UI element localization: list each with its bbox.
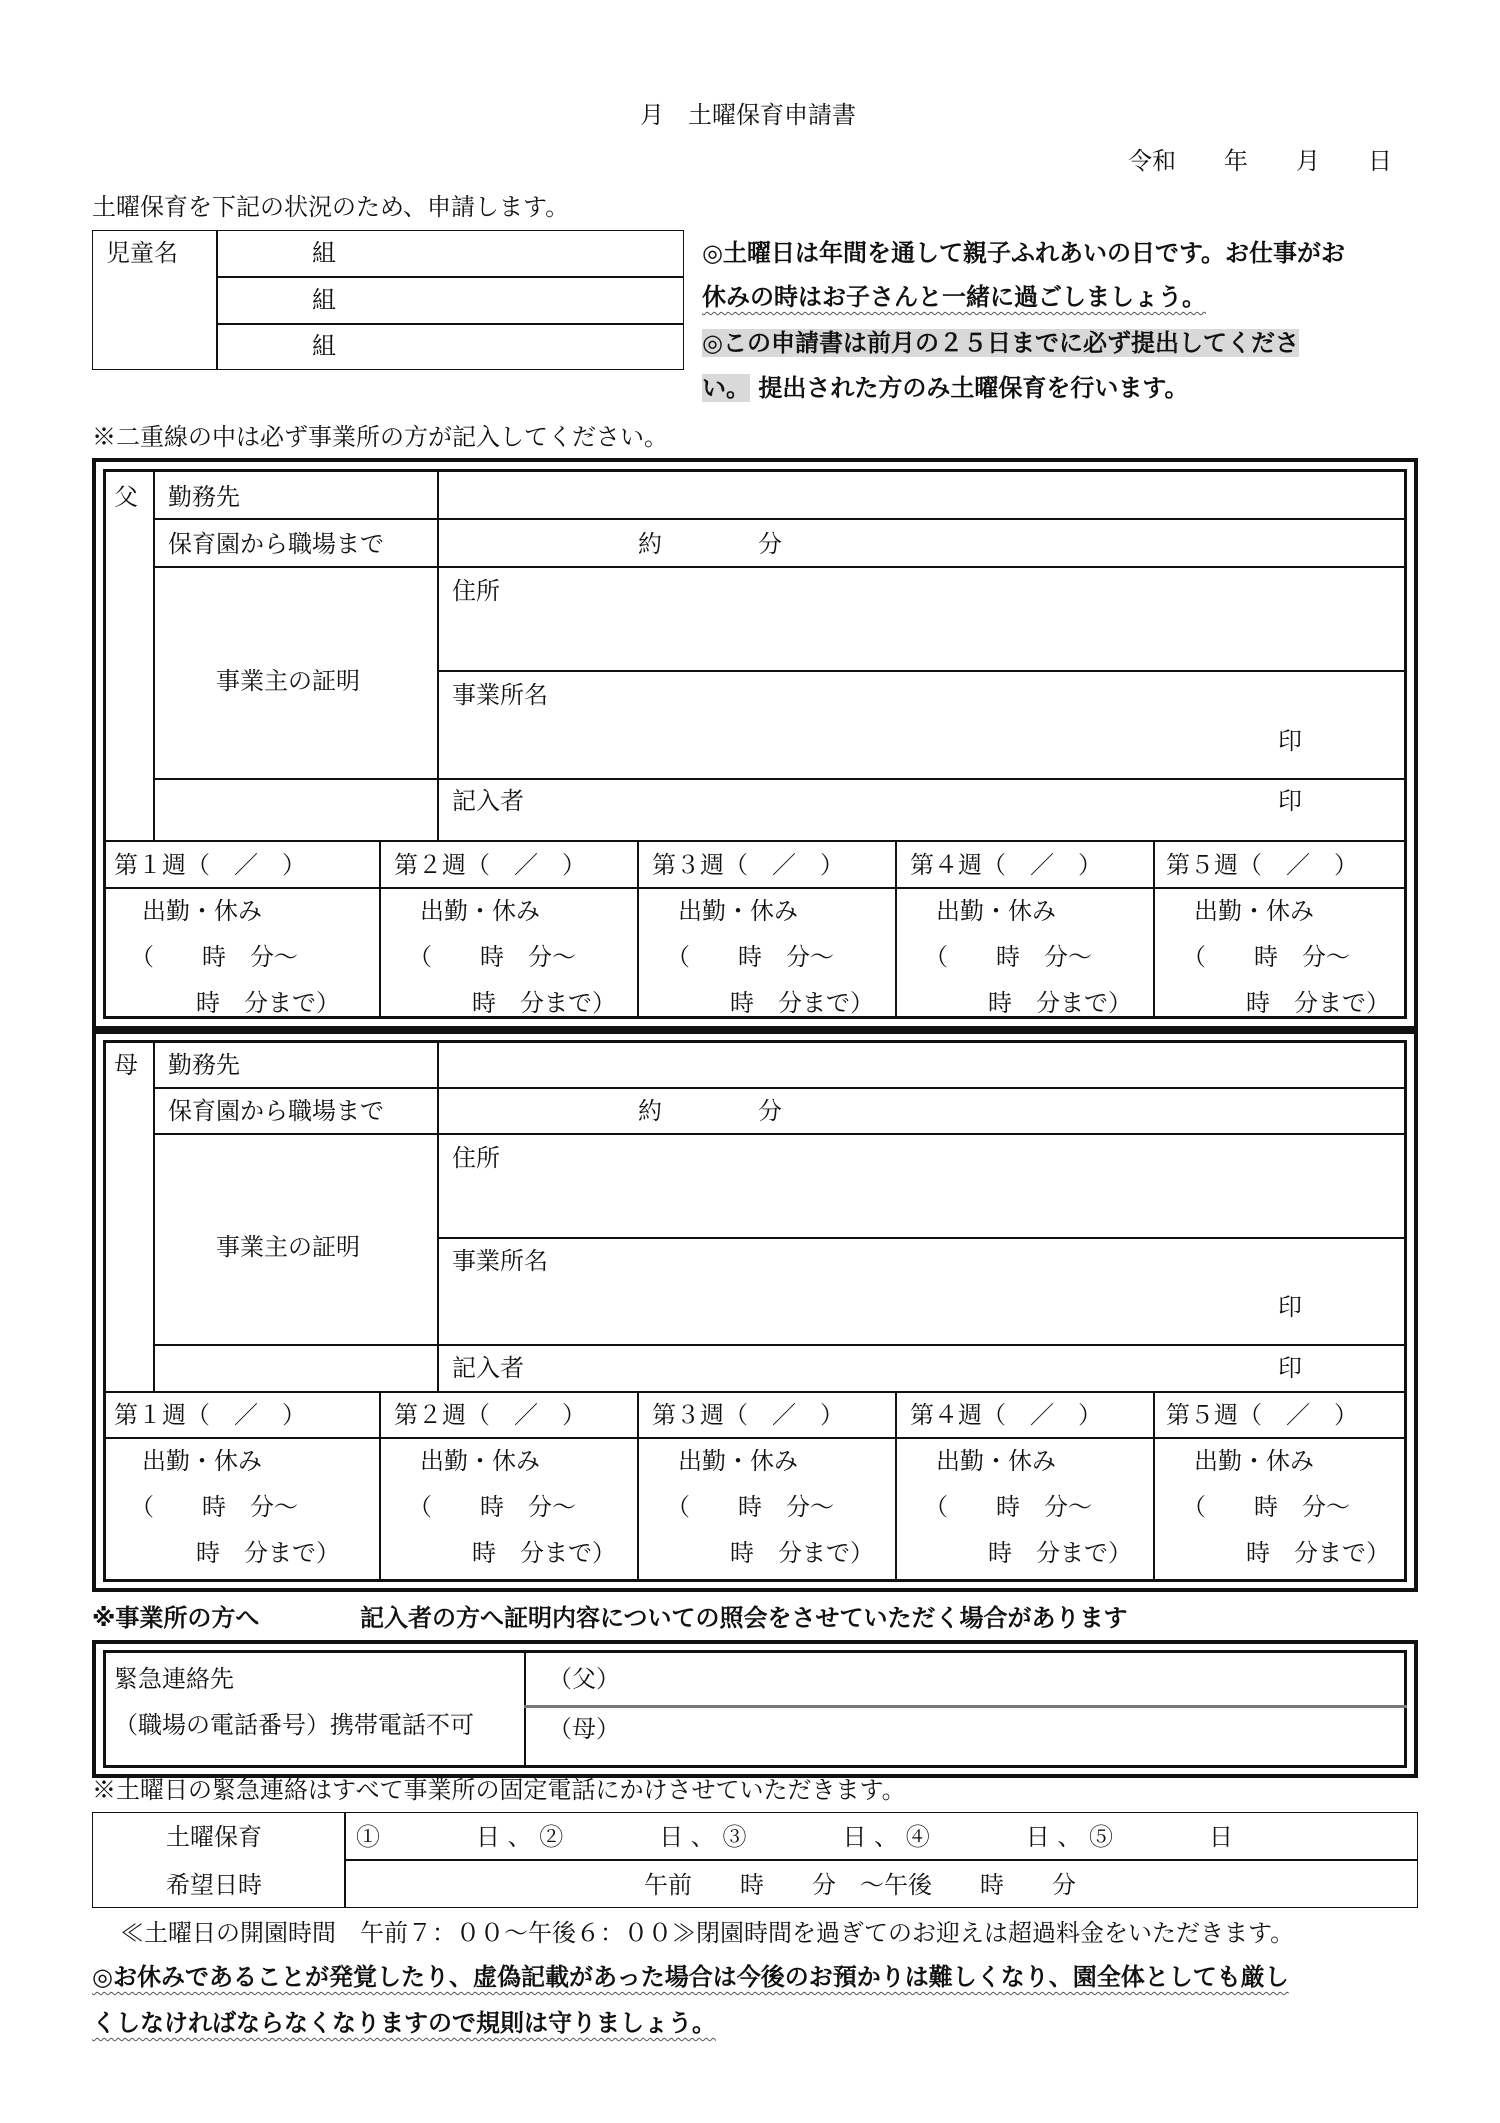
emergency-label-1: 緊急連絡先 bbox=[114, 1665, 234, 1693]
intro-text: 土曜保育を下記の状況のため、申請します。 bbox=[92, 193, 570, 221]
father-week-2: 第２週（ ／ ） bbox=[394, 851, 586, 879]
mother-employer-cert-label: 事業主の証明 bbox=[216, 1233, 360, 1261]
mother-w2-attendance[interactable]: 出勤・休み bbox=[420, 1447, 540, 1475]
mother-w3-from[interactable]: （ 時 分～ bbox=[666, 1493, 834, 1521]
notice-line-3: ◎この申請書は前月の２５日までに必ず提出してくださ bbox=[702, 329, 1299, 357]
father-w5-attendance[interactable]: 出勤・休み bbox=[1194, 897, 1314, 925]
mother-week-2: 第２週（ ／ ） bbox=[394, 1401, 586, 1429]
mother-week-1: 第１週（ ／ ） bbox=[114, 1401, 306, 1429]
father-w4-attendance[interactable]: 出勤・休み bbox=[936, 897, 1056, 925]
mother-filler-label: 記入者 bbox=[452, 1354, 524, 1382]
mother-office-name-label: 事業所名 bbox=[452, 1247, 548, 1275]
footer-line-1: ◎お休みであることが発覚したり、虚偽記載があった場合は今後のお預かりは難しくなり、園全体としても厳し bbox=[92, 1963, 1289, 1991]
mother-commute-value[interactable]: 約 分 bbox=[638, 1097, 782, 1125]
double-line-note: ※二重線の中は必ず事業所の方が記入してください。 bbox=[92, 423, 668, 451]
emergency-note: ※土曜日の緊急連絡はすべて事業所の固定電話にかけさせていただきます。 bbox=[92, 1776, 906, 1804]
emergency-father-field[interactable]: （父） bbox=[548, 1665, 620, 1693]
father-w5-from[interactable]: （ 時 分～ bbox=[1182, 943, 1350, 971]
mother-w3-attendance[interactable]: 出勤・休み bbox=[678, 1447, 798, 1475]
mother-w1-attendance[interactable]: 出勤・休み bbox=[142, 1447, 262, 1475]
mother-label: 母 bbox=[114, 1051, 138, 1079]
mother-w5-attendance[interactable]: 出勤・休み bbox=[1194, 1447, 1314, 1475]
mother-week-3: 第３週（ ／ ） bbox=[652, 1401, 844, 1429]
father-workplace-label: 勤務先 bbox=[168, 483, 240, 511]
mother-seal-1: 印 bbox=[1278, 1293, 1302, 1321]
mother-seal-2: 印 bbox=[1278, 1354, 1302, 1382]
father-w2-from[interactable]: （ 時 分～ bbox=[408, 943, 576, 971]
mother-w5-from[interactable]: （ 時 分～ bbox=[1182, 1493, 1350, 1521]
father-employer-cert-label: 事業主の証明 bbox=[216, 667, 360, 695]
father-w3-to[interactable]: 時 分まで） bbox=[730, 989, 874, 1017]
emergency-label-2: （職場の電話番号）携帯電話不可 bbox=[114, 1711, 474, 1739]
mother-w2-to[interactable]: 時 分まで） bbox=[472, 1539, 616, 1567]
mother-w2-from[interactable]: （ 時 分～ bbox=[408, 1493, 576, 1521]
father-seal-1: 印 bbox=[1278, 727, 1302, 755]
mother-w4-from[interactable]: （ 時 分～ bbox=[924, 1493, 1092, 1521]
hours-note: ≪土曜日の開園時間 午前７：００～午後６：００≫閉園時間を過ぎてのお迎えは超過料金をいただきます。 bbox=[120, 1919, 1295, 1947]
father-seal-2: 印 bbox=[1278, 787, 1302, 815]
mother-workplace-label: 勤務先 bbox=[168, 1051, 240, 1079]
request-label-1: 土曜保育 bbox=[166, 1823, 262, 1851]
child-class-1[interactable]: 組 bbox=[312, 239, 336, 267]
child-class-2[interactable]: 組 bbox=[312, 286, 336, 314]
father-office-name-label: 事業所名 bbox=[452, 681, 548, 709]
request-days[interactable]: ① 日 、 ② 日 、 ③ 日 、 ④ 日 、 ⑤ 日 bbox=[356, 1823, 1234, 1851]
father-commute-label: 保育園から職場まで bbox=[168, 530, 384, 558]
father-w2-attendance[interactable]: 出勤・休み bbox=[420, 897, 540, 925]
father-w3-attendance[interactable]: 出勤・休み bbox=[678, 897, 798, 925]
request-label-2: 希望日時 bbox=[166, 1871, 262, 1899]
mother-w5-to[interactable]: 時 分まで） bbox=[1246, 1539, 1390, 1567]
father-address-label: 住所 bbox=[452, 577, 500, 605]
father-week-4: 第４週（ ／ ） bbox=[910, 851, 1102, 879]
mother-w4-to[interactable]: 時 分まで） bbox=[988, 1539, 1132, 1567]
child-name-label: 児童名 bbox=[106, 239, 178, 267]
father-label: 父 bbox=[114, 483, 138, 511]
father-w1-from[interactable]: （ 時 分～ bbox=[130, 943, 298, 971]
footer-line-2: くしなければならなくなりますので規則は守りましょう。 bbox=[92, 2009, 716, 2037]
mother-address-label: 住所 bbox=[452, 1144, 500, 1172]
mother-week-4: 第４週（ ／ ） bbox=[910, 1401, 1102, 1429]
father-w1-to[interactable]: 時 分まで） bbox=[196, 989, 340, 1017]
father-filler-label: 記入者 bbox=[452, 787, 524, 815]
father-week-3: 第３週（ ／ ） bbox=[652, 851, 844, 879]
mother-week-5: 第５週（ ／ ） bbox=[1166, 1401, 1358, 1429]
mother-w1-from[interactable]: （ 時 分～ bbox=[130, 1493, 298, 1521]
mother-w4-attendance[interactable]: 出勤・休み bbox=[936, 1447, 1056, 1475]
page-title: 月 土曜保育申請書 bbox=[640, 101, 856, 129]
mother-w1-to[interactable]: 時 分まで） bbox=[196, 1539, 340, 1567]
mother-w3-to[interactable]: 時 分まで） bbox=[730, 1539, 874, 1567]
request-time[interactable]: 午前 時 分 ～午後 時 分 bbox=[644, 1871, 1076, 1899]
father-w5-to[interactable]: 時 分まで） bbox=[1246, 989, 1390, 1017]
father-w4-from[interactable]: （ 時 分～ bbox=[924, 943, 1092, 971]
father-w1-attendance[interactable]: 出勤・休み bbox=[142, 897, 262, 925]
father-w2-to[interactable]: 時 分まで） bbox=[472, 989, 616, 1017]
father-w3-from[interactable]: （ 時 分～ bbox=[666, 943, 834, 971]
emergency-mother-field[interactable]: （母） bbox=[548, 1715, 620, 1743]
child-class-3[interactable]: 組 bbox=[312, 332, 336, 360]
notice-line-4: い。 提出された方のみ土曜保育を行います。 bbox=[702, 374, 1189, 402]
office-note-text: 記入者の方へ証明内容についての照会をさせていただく場合があります bbox=[360, 1604, 1128, 1632]
date-line: 令和 年 月 日 bbox=[1128, 147, 1392, 175]
notice-line-2: 休みの時はお子さんと一緒に過ごしましょう。 bbox=[702, 283, 1206, 311]
father-week-5: 第５週（ ／ ） bbox=[1166, 851, 1358, 879]
mother-commute-label: 保育園から職場まで bbox=[168, 1097, 384, 1125]
notice-line-1: ◎土曜日は年間を通して親子ふれあいの日です。お仕事がお bbox=[702, 239, 1346, 267]
father-week-1: 第１週（ ／ ） bbox=[114, 851, 306, 879]
father-commute-value[interactable]: 約 分 bbox=[638, 530, 782, 558]
father-w4-to[interactable]: 時 分まで） bbox=[988, 989, 1132, 1017]
office-note-label: ※事業所の方へ bbox=[92, 1604, 260, 1632]
